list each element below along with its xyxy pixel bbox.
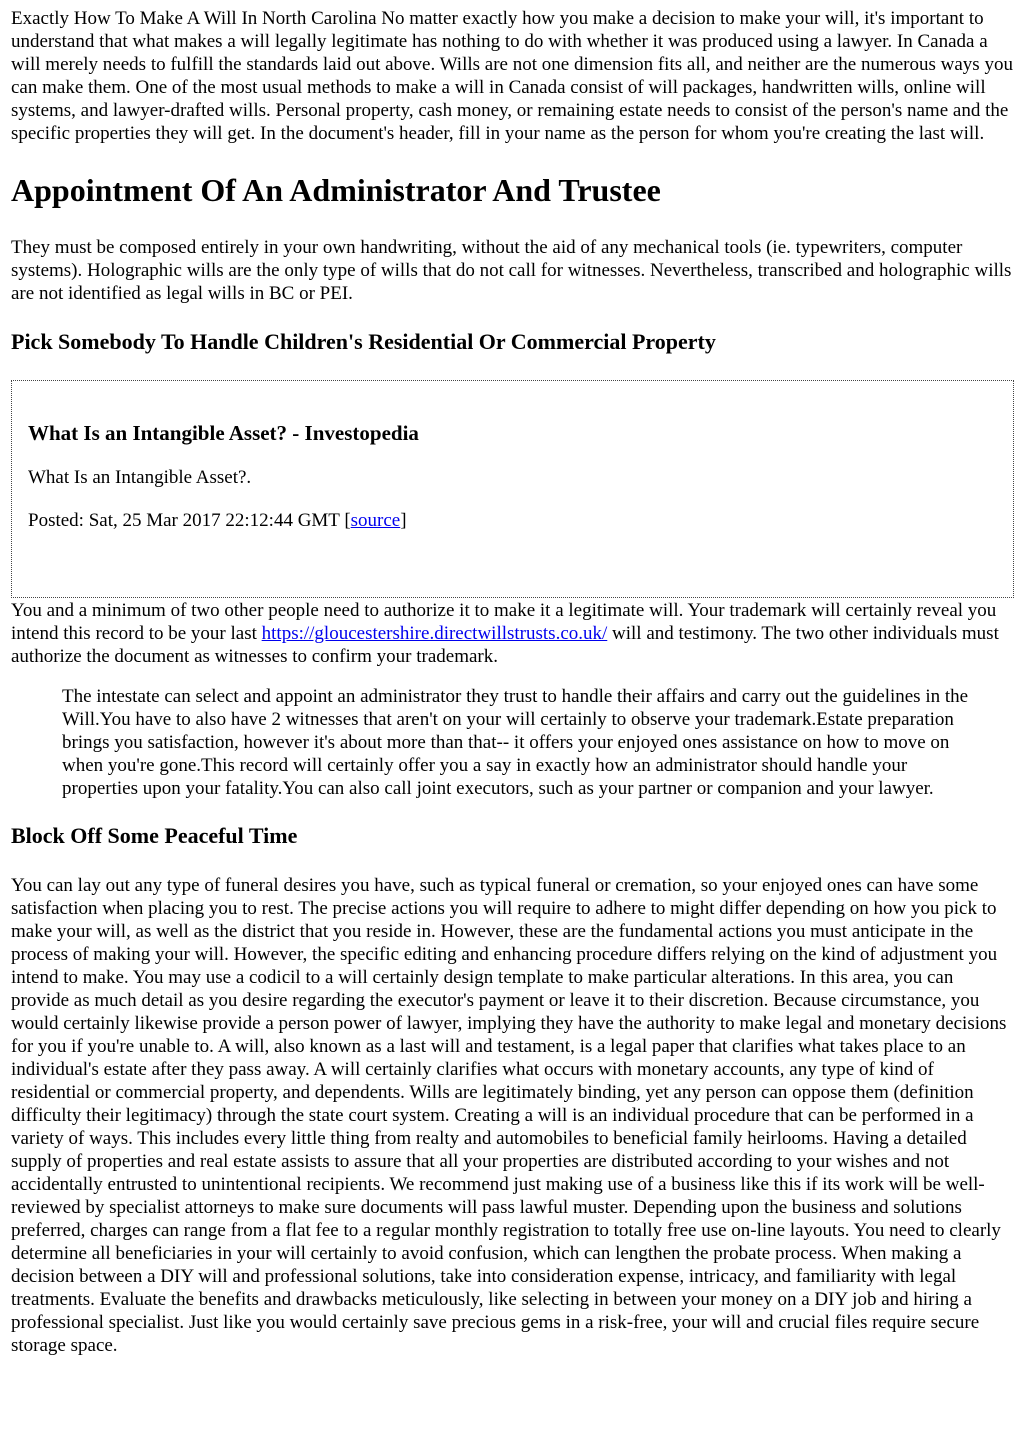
embed-summary: What Is an Intangible Asset?. <box>28 467 252 488</box>
witness-text-start: You and a minimum of two other people need to authorize it to make it a legitimate will. Your trademark will certainly reveal you intend this record to be your last <box>11 600 997 644</box>
heading-appointment: Appointment Of An Administrator And Trustee <box>11 172 661 208</box>
administrator-quote: The intestate can select and appoint an administrator they trust to handle their affairs and carry out the guidelines in the Will.You have to also have 2 witnesses that aren't on your will certainly to observe your trademark.Estate preparation brings you satisfaction, however it's about more than that-- it offers your enjoyed ones assistance on how to move on when you're gone.This record will certainly offer you a say in exactly how an administrator should handle your properties upon your fatality.You can also call joint executors, such as your partner or companion and your lawyer. <box>62 686 969 799</box>
embedded-article-box <box>11 380 1014 598</box>
holographic-paragraph: They must be composed entirely in your own handwriting, without the aid of any mechanical tools (ie. typewriters, computer systems). Holographic wills are the only type of wills that do not call for witnesses. Nevertheless, transcribed and holographic wills are not identified as legal wills in BC or PEI. <box>11 237 1012 304</box>
witness-text-end: will and testimony. The two other individuals must authorize the document as witnesses to confirm your trademark. <box>11 623 999 667</box>
embed-posted <box>28 509 997 532</box>
intro-paragraph: Exactly How To Make A Will In North Carolina No matter exactly how you make a decision to make your will, it's important to understand that what makes a will legally legitimate has nothing to do with whether it was produced using a lawyer. In Canada a will merely needs to fulfill the standards laid out above. Wills are not one dimension fits all, and neither are the numerous ways you can make them. One of the most usual methods to make a will in Canada consist of will packages, handwritten wills, online will systems, and lawyer-drafted wills. Personal property, cash money, or remaining estate needs to consist of the person's name and the specific properties they will get. In the document's header, fill in your name as the person for whom you're creating the last will. <box>11 8 1013 144</box>
heading-peaceful-time: Block Off Some Peaceful Time <box>11 823 298 848</box>
heading-children-property: Pick Somebody To Handle Children's Residential Or Commercial Property <box>11 329 716 354</box>
embed-posted-date: Posted: Sat, 25 Mar 2017 22:12:44 GMT [ <box>28 510 351 531</box>
witness-paragraph <box>11 599 1014 668</box>
funeral-paragraph: You can lay out any type of funeral desires you have, such as typical funeral or cremation, so your enjoyed ones can have some satisfaction when placing you to rest. The precise actions you will require to adhere to might differ depending on how you pick to make your will, as well as the district that you reside in. However, these are the fundamental actions you must anticipate in the process of making your will. However, the specific editing and enhancing procedure differs relying on the kind of adjustment you intend to make. You may use a codicil to a will certainly design template to make particular alterations. In this area, you can provide as much detail as you desire regarding the executor's payment or leave it to their discretion. Because circumstance, you would certainly likewise provide a person power of lawyer, implying they have the authority to make legal and monetary decisions for you if you're unable to. A will, also known as a last will and testament, is a legal paper that clarifies what takes place to an individual's estate after they pass away. A will certainly clarifies what occurs with monetary accounts, any type of kind of residential or commercial property, and dependents. Wills are legitimately binding, yet any person can oppose them (definition difficulty their legitimacy) through the state court system. Creating a will is an individual procedure that can be performed in a variety of ways. This includes every little thing from realty and automobiles to beneficial family heirlooms. Having a detailed supply of properties and real estate assists to assure that all your properties are distributed according to your wishes and not accidentally entrusted to unintentional recipients. We recommend just making use of a business like this if its work will be well-reviewed by specialist attorneys to make sure documents will pass lawful muster. Depending upon the business and solutions preferred, charges can range from a flat fee to a regular monthly registration to totally free use on-line layouts. You need to clearly determine all beneficiaries in your will certainly to avoid confusion, which can lengthen the probate process. When making a decision between a DIY will and professional solutions, take into consideration expense, intricacy, and familiarity with legal treatments. Evaluate the benefits and drawbacks meticulously, like selecting in between your money on a DIY job and hiring a professional specialist. Just like you would certainly save precious gems in a risk-free, your will and crucial files require secure storage space. <box>11 875 1007 1356</box>
embed-posted-close: ] <box>400 510 407 531</box>
embed-title: What Is an Intangible Asset? - Investopedia <box>28 421 419 445</box>
directwills-link[interactable]: https://gloucestershire.directwillstrusts.co.uk/ <box>261 623 608 644</box>
source-link[interactable]: source <box>350 510 401 531</box>
